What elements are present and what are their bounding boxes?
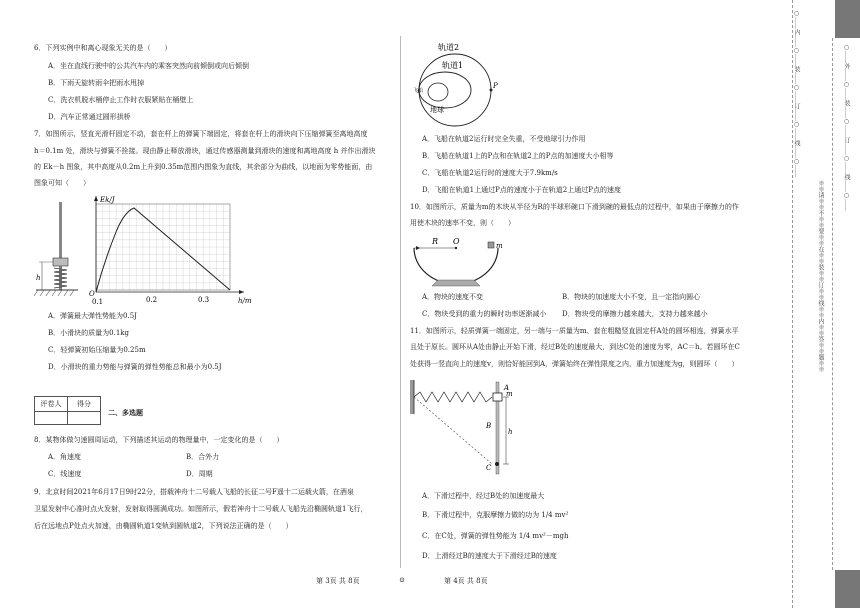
q7-option-d: D．小滑块的重力势能与弹簧的弹性势能总和最小为0.5J	[48, 363, 222, 371]
graph-ylabel: Ek/J	[100, 196, 115, 204]
q10-option-b: B．物块的加速度大小不变，且一定指向圆心	[562, 293, 701, 301]
binding-bar-bottom	[835, 570, 860, 608]
score-table-score: 得分	[68, 397, 101, 412]
q7-line4: 图象可知（ ）	[34, 179, 90, 187]
q9-line2: 卫星发射中心准时点火发射，发射取得圆满成功。如图所示，假若神舟十二号载人飞船先沿椭圆轨道1飞行，	[34, 505, 368, 513]
q11-line3: 处获得一竖直向上的速度v，则恰好能回到A，弹簧始终在弹性限度之内，重力加速度为g，则圆环（ ）	[410, 360, 739, 368]
q11-option-b: B．下滑过程中，克服摩擦力做的功为 1/4 mv²	[422, 511, 569, 519]
mass-m-label: m	[506, 390, 513, 398]
no-answer-warning: ※※请※※不※※要※※在※※装※※订※※线※※内※※答※※题※※	[817, 180, 824, 372]
q10-option-c: C．物块受到的重力的瞬时功率逐渐减小	[422, 310, 547, 318]
orbit2-label: 轨道2	[438, 43, 460, 52]
q6-option-a: A．坐在直线行驶中的公共汽车内的乘客突然向前倾倒或向后倾倒	[48, 62, 250, 70]
block-m-label: m	[496, 242, 503, 250]
q7-line2: h＝0.1m 处，滑块与弹簧不拴接。现由静止释放滑块，通过传感器测量到滑块的速度和离地高度 h 并作出滑块	[34, 147, 376, 155]
q9-option-d: D．飞船在轨道1上通过P点的速度小于在轨道2上通过P点的速度	[422, 186, 621, 194]
q10-option-d: D．物块受的摩擦力越来越大，支持力越来越小	[562, 310, 708, 318]
earth-label: 地球	[430, 106, 444, 114]
q10-line2: 用使木块的速率不变，则（ ）	[410, 219, 515, 227]
q11-line1: 11．如图所示，轻质弹簧一端固定，另一端与一质量为m、套在粗糙竖直固定杆A处的圆环相连，弹簧水平	[410, 327, 739, 335]
q9-line1: 9．北京时间2021年6月17日9时22分，搭载神舟十二号载人飞船的长征二号F遥十二运载火箭，在酒泉	[34, 488, 354, 496]
page-number-left: 第 3页 共 8页	[316, 577, 360, 585]
score-table	[34, 396, 101, 425]
graph-tick-0.2: 0.2	[146, 296, 158, 304]
q10-option-a: A．物块的速度不变	[422, 293, 484, 301]
binding-marks-inner: ○……内……○……装……○……订……○……线……○……	[793, 10, 800, 177]
q7-line1: 7．如图所示，竖直光滑杆固定不动，套在杆上的弹簧下端固定，将套在杆上的滑块向下压缩弹簧至离地高度	[34, 130, 368, 138]
page-number-right: 第 4页 共 8页	[444, 577, 488, 585]
binding-bar-top	[835, 0, 860, 38]
graph-xlabel: h/m	[238, 297, 252, 305]
q11-option-d: D．上滑经过B的速度大于下滑经过B的速度	[422, 552, 557, 560]
height-h-label: h	[508, 428, 513, 436]
q10-bowl-figure	[410, 232, 505, 288]
center-o-label: O	[453, 237, 460, 246]
q9-option-a: A．飞船在轨道2运行时完全失重，不受地球引力作用	[422, 135, 586, 143]
q9-orbit-figure	[410, 38, 500, 130]
point-a-label: A	[504, 384, 510, 392]
q6-option-d: D．汽车正常通过圆形拱桥	[48, 113, 131, 121]
q9-option-c: C．飞船在轨道2运行时的速度大于7.9km/s	[422, 169, 558, 177]
q8-option-c: C．线速度	[48, 470, 82, 478]
binding-marks-outer: ○……外……○……装……○……订……○……线……○……	[843, 44, 850, 211]
binding-line-outer	[832, 38, 833, 570]
q8-option-a: A．角速度	[48, 453, 82, 461]
q6-option-b: B．下雨天旋转雨伞把雨水甩掉	[48, 79, 145, 87]
ek-h-graph	[89, 196, 252, 306]
orbit1-label: 轨道1	[442, 61, 464, 70]
q11-line2: 且处于原长。圆环从A处由静止开始下滑，经过B处的速度最大，到达C处的速度为零，AC＝h。若圆环在C	[410, 343, 740, 351]
score-table-reviewer: 评卷人	[35, 397, 68, 412]
point-b-label: B	[486, 422, 492, 430]
q10-line1: 10．如图所示，质量为m的木块从半径为R的半球形碗口下滑到碗的最低点的过程中，如果由于摩擦力的作	[410, 203, 739, 211]
q11-option-c: C．在C处，弹簧的弹性势能为 1/4 mv²－mgh	[422, 532, 569, 540]
q7-option-c: C．轻弹簧初始压缩量为0.25m	[48, 346, 146, 354]
q8-stem: 8．某物体做匀速圆周运动，下列描述其运动的物理量中，一定变化的是（ ）	[34, 436, 284, 444]
spring-h-label: h	[36, 274, 41, 282]
spring-apparatus	[34, 202, 78, 296]
ship-label: 飞船	[413, 88, 424, 94]
point-p-label: P	[493, 82, 498, 90]
point-c-label: C	[486, 464, 492, 472]
q7-figure	[34, 192, 264, 310]
q6-stem: 6．下列实例中和离心现象无关的是（ ）	[34, 44, 172, 52]
q11-spring-ring-figure	[408, 378, 528, 478]
column-divider	[400, 36, 401, 568]
graph-origin: O	[89, 290, 95, 298]
q11-option-a: A．下滑过程中，经过B处的加速度最大	[422, 492, 545, 500]
graph-tick-0.3: 0.3	[198, 296, 210, 304]
q7-line3: 的 Ek－h 图象，其中高度从0.2m上升到0.35m范围内图象为直线，其余部分为曲线，以地面为零势能面，由	[34, 163, 373, 171]
q7-option-a: A．弹簧最大弹性势能为0.5J	[48, 312, 137, 320]
radius-r-label: R	[432, 237, 439, 246]
q8-option-b: B．合外力	[186, 453, 220, 461]
q9-line3: 后在远地点P处点火加速，由椭圆轨道1变轨到圆轨道2，下列说法正确的是（ ）	[34, 522, 293, 530]
q6-option-c: C．洗衣机脱水桶停止工作时衣服紧贴在桶壁上	[48, 96, 194, 104]
q7-option-b: B．小滑块的质量为0.1kg	[48, 329, 129, 337]
graph-tick-0.1: 0.1	[92, 298, 104, 306]
section-title-multi-choice: 二、多选题	[108, 408, 143, 417]
q8-option-d: D．周期	[186, 470, 213, 478]
q9-option-b: B．飞船在轨道1上的P点和在轨道2上的P点的加速度大小相等	[422, 152, 614, 160]
page-divider-circle: ⊙	[399, 576, 405, 584]
